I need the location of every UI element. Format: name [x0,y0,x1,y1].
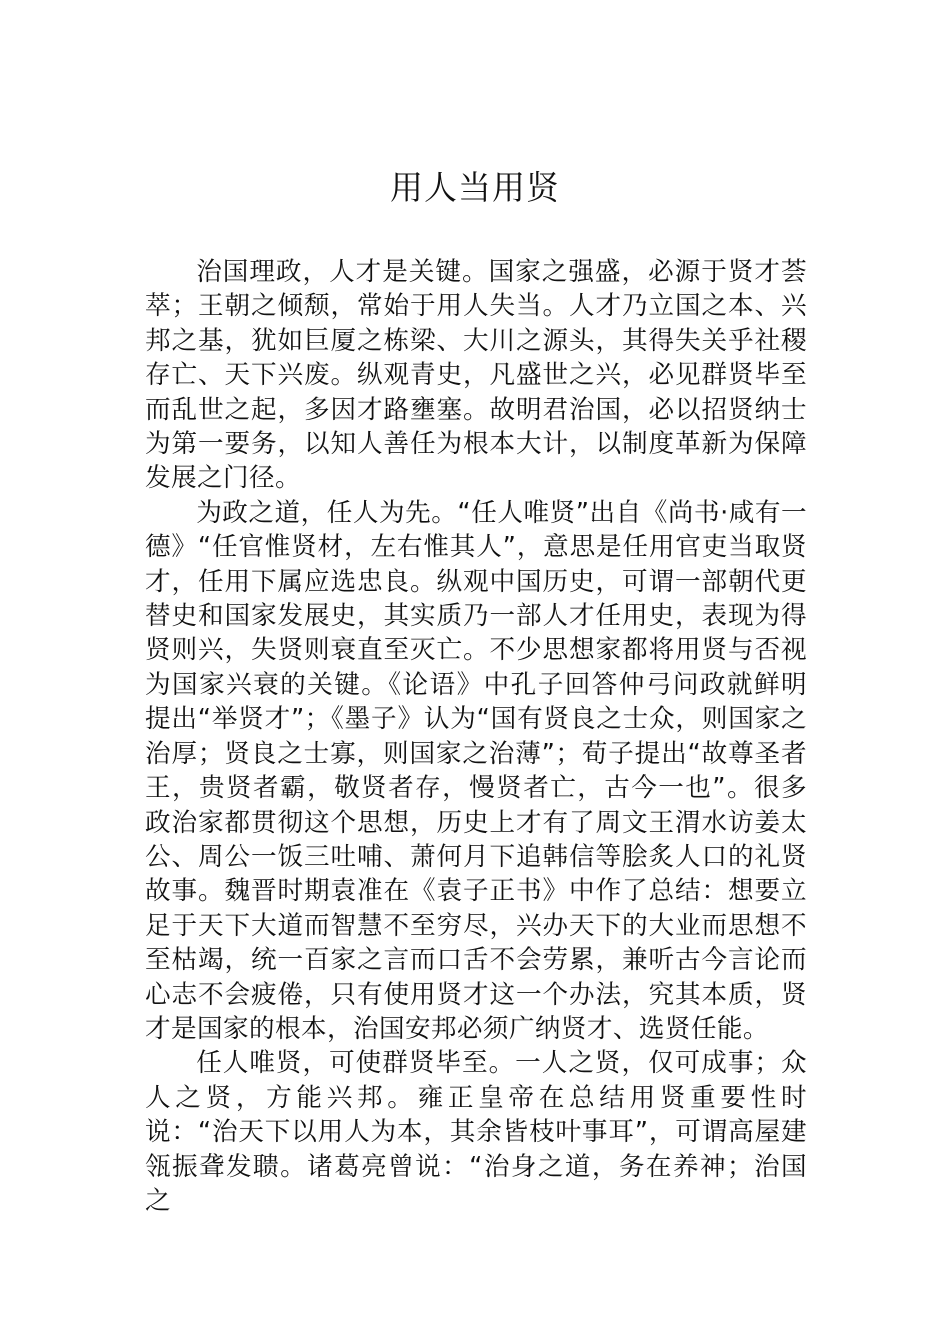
document-body [145,255,807,1218]
paragraph-1: 治国理政，人才是关键。国家之强盛，必源于贤才荟萃；王朝之倾颓，常始于用人失当。人才乃立国之本、兴邦之基，犹如巨厦之栋梁、大川之源头，其得失关乎社稷存亡、天下兴废。纵观青史，凡盛世之兴，必见群贤毕至而乱世之起，多因才路壅塞。故明君治国，必以招贤纳士为第一要务，以知人善任为根本大计，以制度革新为保障发展之门径。 [145,257,807,494]
document-title: 用人当用贤 [390,168,560,207]
paragraph-3: 任人唯贤，可使群贤毕至。一人之贤，仅可成事；众人之贤，方能兴邦。雍正皇帝在总结用贤重要性时说：“治天下以用人为本，其余皆枝叶事耳”，可谓高屋建瓴振聋发聩。诸葛亮曾说：“治身之道，务在养神；治国之 [145,1048,807,1216]
paragraph-2: 为政之道，任人为先。“任人唯贤”出自《尚书·咸有一德》“任官惟贤材，左右惟其人”，意思是任用官吏当取贤才，任用下属应选忠良。纵观中国历史，可谓一部朝代更替史和国家发展史，其实质乃一部人才任用史，表现为得贤则兴，失贤则衰直至灭亡。不少思想家都将用贤与否视为国家兴衰的关键。《论语》中孔子回答仲弓问政就鲜明提出“举贤才”；《墨子》认为“国有贤良之士众，则国家之治厚；贤良之士寡，则国家之治薄”；荀子提出“故尊圣者王，贵贤者霸，敬贤者存，慢贤者亡，古今一也”。很多政治家都贯彻这个思想，历史上才有了周文王渭水访姜太公、周公一饭三吐哺、萧何月下追韩信等脍炙人口的礼贤故事。魏晋时期袁准在《袁子正书》中作了总结：想要立足于天下大道而智慧不至穷尽，兴办天下的大业而思想不至枯竭，统一百家之言而口舌不会劳累，兼听古今言论而心志不会疲倦，只有使用贤才这一个办法，究其本质，贤才是国家的根本，治国安邦必须广纳贤才、选贤任能。 [145,497,807,1044]
